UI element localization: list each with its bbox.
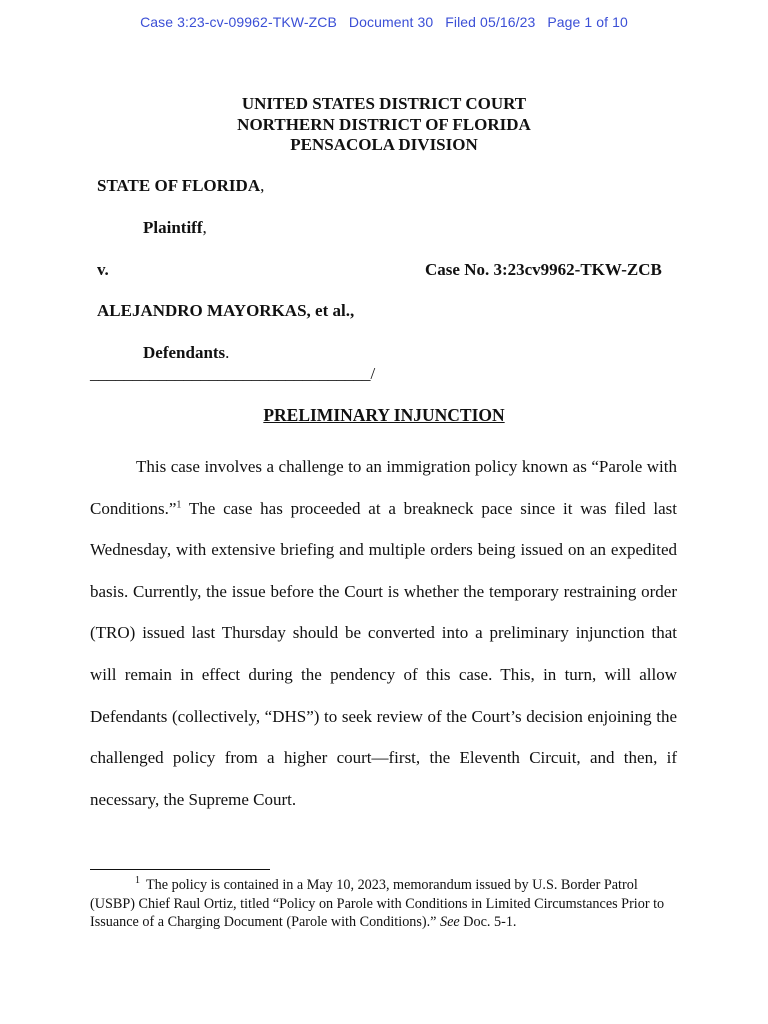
plaintiff-name: STATE OF FLORIDA [97, 176, 261, 195]
paragraph-1-text-b: The case has proceeded at a breakneck pace since it was filed last Wednesday, with extensive briefing and multiple orders being issued on an expedited basis. Currently, the issue before the Court is whether the temporary restraining order (TRO) issued last Thursday should be converted into a preliminary injunction that will remain in effect during the pendency of this case. This, in turn, will allow Defendants (collectively, “DHS”) to seek review of the Court’s decision enjoining the challenged policy from a higher court—first, the Eleventh Circuit, and then, if necessary, the Supreme Court. [90, 498, 677, 809]
footnote-separator [90, 869, 270, 870]
defendant-role-line [143, 343, 229, 363]
paragraph-1 [90, 446, 677, 820]
defendant-role: Defendants [143, 343, 226, 362]
court-heading [0, 94, 768, 156]
defendant-name-line [97, 301, 354, 321]
footnote-reference[interactable]: 1 [176, 498, 182, 510]
plaintiff-role-comma: , [202, 218, 207, 237]
plaintiff-role: Plaintiff [143, 218, 203, 237]
plaintiff-name-line [97, 176, 264, 196]
caption-signature-line: _________________________________/ [90, 364, 376, 383]
document-title: PRELIMINARY INJUNCTION [263, 405, 505, 425]
case-number: Case No. 3:23cv9962-TKW-ZCB [425, 260, 662, 279]
court-district: NORTHERN DISTRICT OF FLORIDA [237, 114, 531, 134]
defendant-name: ALEJANDRO MAYORKAS [97, 301, 307, 320]
versus-label: v. [97, 260, 109, 279]
court-name: UNITED STATES DISTRICT COURT [241, 94, 527, 113]
footnote-text-a: The policy is contained in a May 10, 2023, memorandum issued by U.S. Border Patrol (USBP) Chief Raul Ortiz, titled “Policy on Parole with Conditions in Limited Circumstances Prior to Issuance of a Charging Document (Parole with Conditions).” [90, 877, 665, 930]
footnote-number: 1 [135, 875, 140, 887]
footnote-1 [90, 876, 677, 932]
court-division: PENSACOLA DIVISION [290, 135, 478, 154]
plaintiff-name-comma: , [260, 176, 265, 195]
paragraph-1-text-a: This case involves a challenge to an immigration policy known as “Parole with Conditions.” [90, 457, 677, 518]
ecf-header-stamp: Case 3:23-cv-09962-TKW-ZCB Document 30 Filed 05/16/23 Page 1 of 10 [140, 14, 628, 30]
plaintiff-role-line [143, 218, 207, 238]
defendant-suffix: , et al., [306, 301, 355, 320]
footnote-text-b: Doc. 5-1. [459, 914, 517, 930]
footnote-see-signal: See [440, 914, 460, 930]
body-paragraph [90, 446, 677, 820]
defendant-role-period: . [225, 343, 230, 362]
